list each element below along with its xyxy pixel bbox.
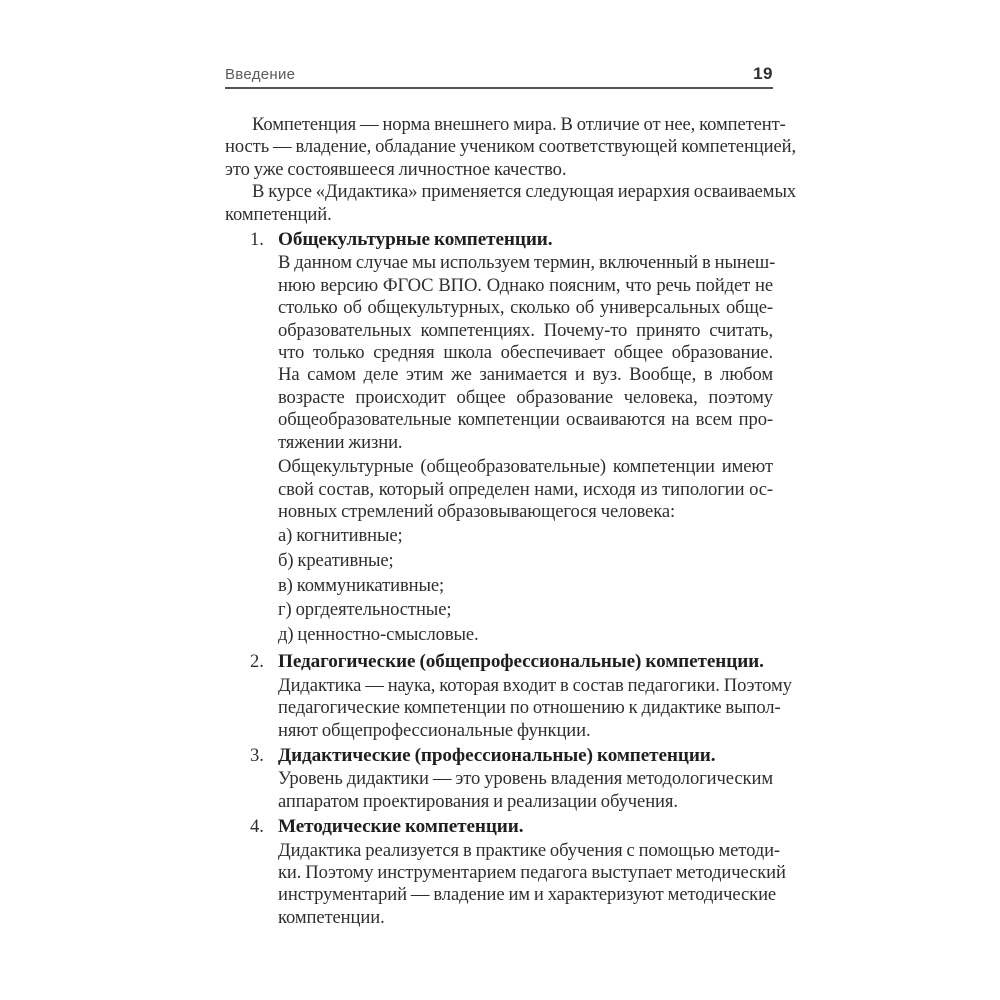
list-item-body: [278, 816, 786, 929]
sublist-item: д) ценностно-смысловые.: [278, 623, 479, 645]
list-item-body: [278, 651, 792, 742]
text-line: образовательных компетенциях. Почему-то принято считать,: [278, 319, 773, 341]
lettered-sublist: [278, 524, 773, 647]
text-line: Дидактика реализуется в практике обучения с помощью методи-: [278, 839, 781, 861]
list-item-body: [278, 745, 773, 813]
list-item-paragraph: [278, 456, 773, 523]
competency-list: [225, 229, 792, 929]
list-item-heading: Методические компетенции.: [278, 816, 524, 838]
list-item-2: [225, 651, 792, 742]
list-item-number: 4.: [250, 816, 264, 838]
text-line: ность — владение, обладание учеником соответствующей компетенцией,: [225, 136, 797, 158]
text-line: На самом деле этим же занимается и вуз. Вообще, в любом: [278, 364, 773, 386]
text-line: Общекультурные (общеобразовательные) компетенции имеют: [278, 456, 773, 478]
text-line: Компетенция — норма внешнего мира. В отличие от нее, компетент-: [252, 114, 786, 135]
text-line: педагогические компетенции по отношению к дидактике выпол-: [278, 697, 781, 719]
list-item-number: 1.: [250, 229, 264, 251]
sublist-item: а) когнитивные;: [278, 525, 403, 547]
sublist-item: б) креативные;: [278, 549, 394, 571]
text-line: компетенции.: [278, 906, 385, 928]
text-line: тяжении жизни.: [278, 431, 403, 453]
text-line: В данном случае мы используем термин, включенный в нынеш-: [278, 252, 776, 274]
intro-paragraph: [225, 114, 797, 181]
text-line: компетенций.: [225, 203, 332, 225]
list-item-number: 3.: [250, 744, 264, 766]
intro-paragraph: [225, 181, 797, 226]
list-item-number: 2.: [250, 651, 264, 673]
text-line: аппаратом проектирования и реализации обучения.: [278, 790, 678, 812]
text-line: возрасте происходит общее образование человека, поэтому: [278, 386, 773, 408]
list-item-3: [225, 745, 773, 813]
list-item-heading: Дидактические (профессиональные) компетенции.: [278, 744, 716, 766]
text-line: В курсе «Дидактика» применяется следующая иерархия осваиваемых: [252, 181, 797, 203]
page-header: [225, 64, 773, 84]
sublist-item: г) оргдеятельностные;: [278, 599, 452, 621]
text-line: нюю версию ФГОС ВПО. Однако поясним, что речь пойдет не: [278, 274, 773, 296]
page-body: [225, 114, 797, 929]
list-item-paragraph: [278, 768, 773, 813]
running-section-title: Введение: [225, 66, 296, 83]
page-number: 19: [753, 64, 773, 83]
text-line: что только средняя школа обеспечивает общее образование.: [278, 342, 773, 364]
list-item-paragraph: [278, 252, 776, 454]
list-item-body: [278, 229, 776, 647]
text-line: столько об общекультурных, сколько об универсальных обще-: [278, 297, 773, 319]
text-line: свой состав, который определен нами, исходя из типологии ос-: [278, 478, 773, 500]
text-line: Дидактика — наука, которая входит в состав педагогики. Поэтому: [278, 674, 792, 696]
text-line: Уровень дидактики — это уровень владения методологическим: [278, 768, 773, 790]
text-line: общеобразовательные компетенции осваиваются на всем про-: [278, 409, 773, 431]
list-item-heading: Общекультурные компетенции.: [278, 229, 553, 251]
list-item-paragraph: [278, 839, 786, 930]
text-line: инструментарий — владение им и характеризуют методические: [278, 884, 777, 906]
list-item-heading: Педагогические (общепрофессиональные) компетенции.: [278, 651, 764, 673]
text-line: это уже состоявшееся личностное качество.: [225, 158, 567, 180]
list-item-4: [225, 816, 786, 929]
sublist-item: в) коммуникативные;: [278, 574, 445, 596]
text-line: няют общепрофессиональные функции.: [278, 719, 591, 741]
text-line: новных стремлений образовывающегося человека:: [278, 500, 676, 522]
text-line: ки. Поэтому инструментарием педагога выступает методический: [278, 861, 786, 883]
header-rule: [225, 87, 773, 89]
list-item-1: [225, 229, 776, 647]
list-item-paragraph: [278, 674, 792, 742]
